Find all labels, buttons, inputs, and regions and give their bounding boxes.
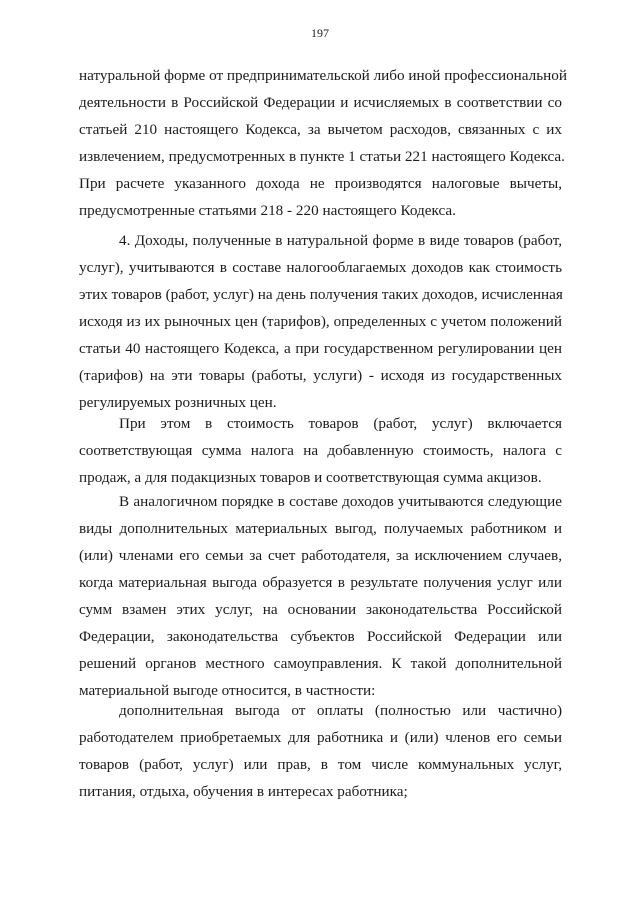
paragraph-material-benefits: [79, 488, 562, 704]
paragraph-item-4: [79, 227, 562, 416]
page-number: 197: [311, 26, 329, 40]
text-line: 4. Доходы, полученные в натуральной форме в виде товаров (работ,: [119, 232, 562, 249]
text-line: извлечением, предусмотренных в пункте 1 статьи 221 настоящего Кодекса.: [79, 148, 565, 165]
text-line: питания, отдыха, обучения в интересах работника;: [79, 783, 408, 800]
text-line: материальной выгоде относится, в частности:: [79, 682, 376, 699]
text-line: При этом в стоимость товаров (работ, услуг) включается: [119, 415, 562, 432]
text-line: Федерации, законодательства субъектов Российской Федерации или: [79, 628, 562, 645]
paragraph-continuation: [79, 62, 568, 224]
text-line: соответствующая сумма налога на добавленную стоимость, налога с: [79, 442, 562, 459]
text-line: этих товаров (работ, услуг) на день получения таких доходов, исчисленная: [79, 286, 563, 303]
text-line: (или) членами его семьи за счет работодателя, за исключением случаев,: [79, 547, 562, 564]
text-line: натуральной форме от предпринимательской либо иной профессиональной: [79, 67, 568, 84]
text-line: статьей 210 настоящего Кодекса, за вычетом расходов, связанных с их: [79, 121, 562, 138]
paragraph-vat: [79, 410, 562, 491]
text-line: (тарифов) на эти товары (работы, услуги) - исходя из государственных: [79, 367, 562, 384]
text-line: регулируемых розничных цен.: [79, 394, 277, 411]
text-line: дополнительная выгода от оплаты (полностью или частично): [119, 702, 562, 719]
text-line: деятельности в Российской Федерации и исчисляемых в соответствии со: [79, 94, 562, 111]
text-line: решений органов местного самоуправления. К такой дополнительной: [79, 655, 562, 672]
text-line: когда материальная выгода образуется в результате получения услуг или: [79, 574, 562, 591]
text-line: работодателем приобретаемых для работника и (или) членов его семьи: [79, 729, 562, 746]
text-line: сумм взамен этих услуг, на основании законодательства Российской: [79, 601, 562, 618]
text-line: виды дополнительных материальных выгод, получаемых работником и: [79, 520, 562, 537]
text-line: статьи 40 настоящего Кодекса, а при государственном регулировании цен: [79, 340, 562, 357]
text-line: При расчете указанного дохода не производятся налоговые вычеты,: [79, 175, 562, 192]
paragraph-additional-benefit: [79, 697, 562, 805]
text-line: продаж, а для подакцизных товаров и соответствующая сумма акцизов.: [79, 469, 542, 486]
text-line: предусмотренные статьями 218 - 220 настоящего Кодекса.: [79, 202, 456, 219]
text-line: исходя из их рыночных цен (тарифов), определенных с учетом положений: [79, 313, 562, 330]
text-line: услуг), учитываются в составе налогооблагаемых доходов как стоимость: [79, 259, 562, 276]
text-line: товаров (работ, услуг) или прав, в том числе коммунальных услуг,: [79, 756, 562, 773]
text-line: В аналогичном порядке в составе доходов учитываются следующие: [119, 493, 562, 510]
